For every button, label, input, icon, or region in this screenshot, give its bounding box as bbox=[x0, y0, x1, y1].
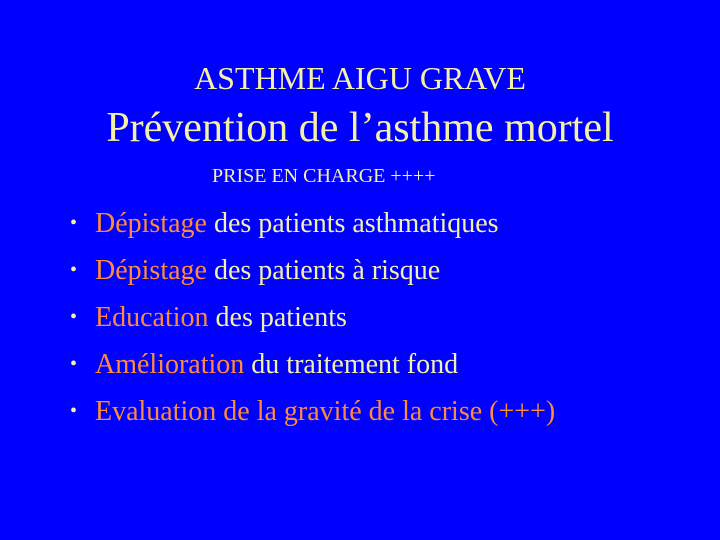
bullet-highlight: Evaluation de la gravité de la crise (+++) bbox=[95, 396, 556, 427]
bullet-rest: des patients à risque bbox=[206, 255, 441, 286]
bullet-list bbox=[70, 200, 710, 435]
bullet-item-4 bbox=[70, 341, 710, 388]
bullet-item-5 bbox=[70, 388, 710, 435]
bullet-text bbox=[95, 294, 347, 341]
bullet-rest: des patients bbox=[208, 302, 347, 333]
bullet-icon: • bbox=[70, 212, 78, 234]
bullet-text bbox=[95, 341, 458, 388]
bullet-rest: du traitement fond bbox=[244, 349, 459, 380]
slide-title: Prévention de l’asthme mortel bbox=[106, 105, 614, 151]
bullet-text bbox=[95, 388, 555, 435]
bullet-item-2 bbox=[70, 247, 710, 294]
bullet-icon: • bbox=[70, 259, 78, 281]
bullet-icon: • bbox=[70, 353, 78, 375]
bullet-item-1 bbox=[70, 200, 710, 247]
slide-subtitle: PRISE EN CHARGE ++++ bbox=[212, 165, 436, 187]
bullet-rest: des patients asthmatiques bbox=[206, 208, 499, 239]
bullet-highlight: Education bbox=[95, 302, 209, 333]
bullet-highlight: Amélioration bbox=[95, 349, 245, 380]
bullet-text bbox=[95, 200, 499, 247]
slide-supertitle: ASTHME AIGU GRAVE bbox=[194, 60, 526, 96]
bullet-text bbox=[95, 247, 440, 294]
bullet-icon: • bbox=[70, 400, 78, 422]
bullet-icon: • bbox=[70, 306, 78, 328]
bullet-highlight: Dépistage bbox=[95, 255, 207, 286]
bullet-item-3 bbox=[70, 294, 710, 341]
bullet-highlight: Dépistage bbox=[95, 208, 207, 239]
